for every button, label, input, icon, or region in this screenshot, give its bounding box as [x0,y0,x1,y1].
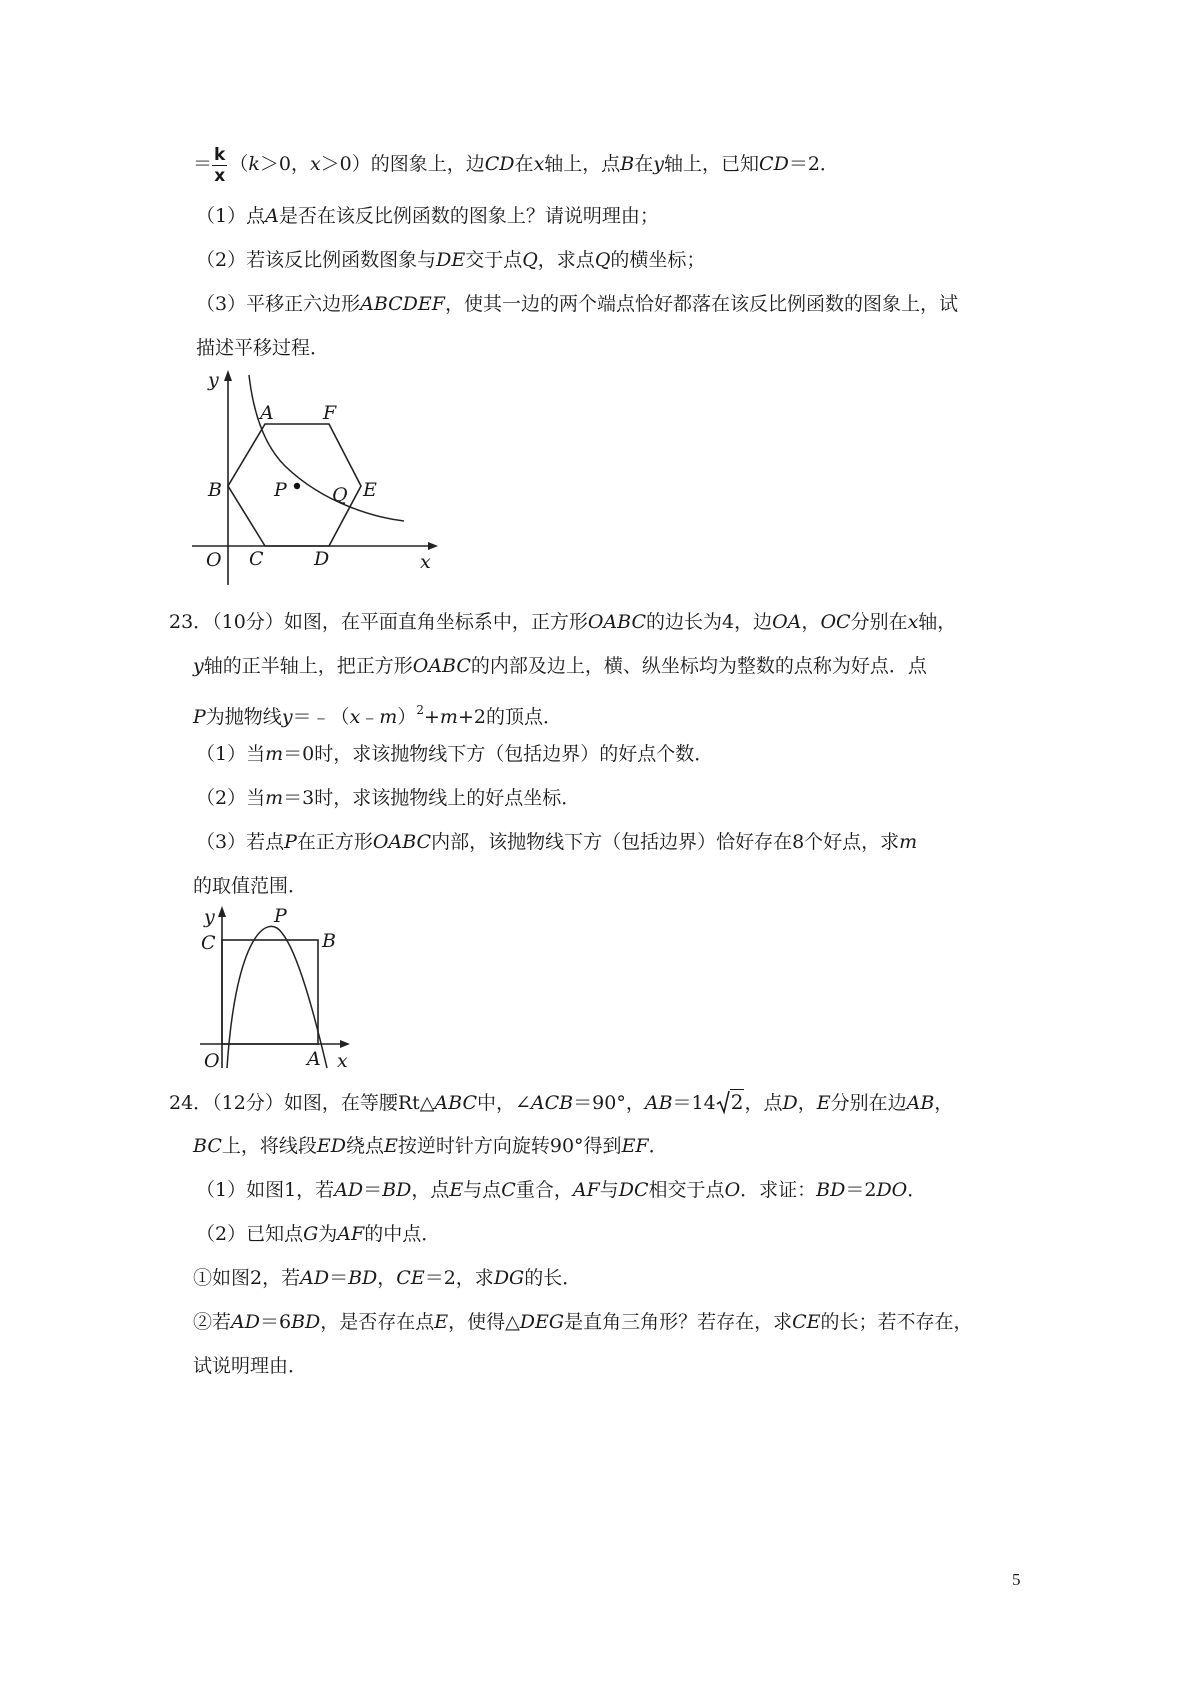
var: m [379,706,398,728]
text: ＝ [329,1267,349,1289]
var: BD [291,1311,321,1333]
text: 轴上，点 [544,153,621,175]
text: ， [797,1092,817,1114]
text: ，点 [411,1179,450,1201]
page-number: 5 [1012,1570,1021,1589]
text: ①如图2，若 [193,1267,301,1289]
label-o: O [204,1050,220,1072]
text: + [423,706,440,728]
var: B [620,153,635,175]
q23-part-3-cont [193,872,307,900]
label-b: B [322,930,336,952]
var: E [384,1135,398,1157]
var: AD [334,1179,364,1201]
text: （1）如图1，若 [196,1179,335,1201]
text: 的取值范围． [193,875,308,897]
var: x [907,611,919,633]
x-axis-arrow-icon [340,1040,350,1048]
text: ＝0时，求该抛物线下方（包括边界）的好点个数． [283,743,714,765]
var: C [501,1179,516,1201]
text: 在 [514,153,534,175]
text: 试说明理由． [193,1355,308,1377]
label-c: C [201,932,216,954]
text: 的中点． [364,1223,441,1245]
text: 的横坐标； [610,249,706,271]
label-y: y [204,906,215,928]
text: 轴上，已知 [664,153,760,175]
text: （2）已知点 [196,1223,304,1245]
var: m [265,743,284,765]
label-c: C [249,548,264,570]
radicand: 2 [730,1090,744,1114]
text: 与点 [463,1179,502,1201]
q24-part-1 [196,1176,926,1204]
var: OABC [412,655,471,677]
text: ＝ [363,1179,383,1201]
q24-subpart-1 [193,1264,581,1292]
q23-part-2 [196,784,580,812]
text: ． [907,1179,927,1201]
text: ，求点 [537,249,595,271]
text: 在正方形 [296,831,373,853]
var: BD [348,1267,378,1289]
q23-line-3 [193,696,562,731]
text: ，使得△ [448,1311,520,1333]
text: （3）平移正六边形 [196,293,361,315]
text: ，使其一边的两个端点恰好都落在该反比例函数的图象上，试 [444,293,958,315]
text: ＝ [193,153,213,175]
label-b: B [208,479,222,501]
var: x [533,153,545,175]
text: 按逆时针方向旋转90°得到 [397,1135,622,1157]
var: ABCDEF [360,293,445,315]
var: ED [316,1135,346,1157]
text: ， [801,611,821,633]
var: E [816,1092,831,1114]
var: E [449,1179,464,1201]
var: DG [493,1267,525,1289]
q23-part-3 [196,828,917,856]
q22-line-0 [193,140,839,188]
text: ， [377,1267,397,1289]
text: 为 [318,1223,338,1245]
var: OA [772,611,802,633]
frac-den: x [214,165,226,186]
label-q: Q [332,484,348,506]
var: DC [618,1179,649,1201]
label-x: x [420,551,431,573]
text: 24．（12分）如图，在等腰Rt△ [169,1092,435,1114]
var: m [899,831,918,853]
var: A [265,205,279,227]
text: 的长． [524,1267,582,1289]
text: 描述平移过程． [196,337,330,359]
var: BC [193,1135,222,1157]
text: ． [648,1135,668,1157]
var: DO [876,1179,908,1201]
text: 分别在边 [830,1092,907,1114]
exponent: 2 [416,703,424,717]
label-e: E [363,479,377,501]
text: 为抛物线 [205,706,282,728]
text: 的边长为4，边 [646,611,773,633]
var: P [284,831,297,853]
var: CD [759,153,789,175]
var: CD [484,153,515,175]
sqrt-symbol [716,1088,745,1117]
var: AF [572,1179,600,1201]
q24-part-2 [196,1220,440,1248]
var: BD [816,1179,846,1201]
q22-figure [190,365,450,595]
var: AB [644,1092,673,1114]
text: 中，∠ [477,1092,531,1114]
text: ＝90°， [573,1092,645,1114]
var: P [193,706,206,728]
var: CE [792,1311,821,1333]
label-d: D [314,548,330,570]
var: O [724,1179,741,1201]
q22-part-3 [196,290,958,318]
label-x: x [337,1050,348,1072]
parabola-curve [227,926,327,1068]
label-p: P [274,905,287,927]
label-y: y [208,369,219,391]
var: D [782,1092,798,1114]
point-p [294,483,300,489]
var: AF [337,1223,365,1245]
text: （ [229,153,249,175]
var: y [653,153,665,175]
var: AD [231,1311,260,1333]
text: ，是否存在点 [320,1311,435,1333]
text: ＝14 [672,1092,716,1114]
text: （3）若点 [196,831,285,853]
q23-figure [190,903,370,1078]
text: 轴， [918,611,957,633]
var: OC [820,611,851,633]
text: 相交于点 [648,1179,725,1201]
text: ＞0， [259,153,310,175]
var: AB [906,1092,935,1114]
y-axis-arrow-icon [224,370,232,381]
var: m [439,706,458,728]
hyperbola-curve [249,375,404,521]
text: ＝2 [845,1179,877,1201]
q24-line-1 [169,1088,953,1117]
text: ．求证： [740,1179,817,1201]
text: ＝﹣（ [292,706,350,728]
text: ＝2，求 [424,1267,494,1289]
text: ＝6 [259,1311,292,1333]
label-o: O [206,549,222,571]
text: 的长；若不存在， [820,1311,973,1333]
label-a: A [260,402,274,424]
text: ） [397,706,417,728]
text: ，点 [744,1092,783,1114]
text: （2）当 [196,787,266,809]
var: DE [436,249,466,271]
var: E [434,1311,449,1333]
text: （2）若该反比例函数图象与 [196,249,437,271]
q24-line-2 [193,1132,668,1160]
q24-subpart-2 [193,1308,973,1336]
var: ABC [434,1092,477,1114]
text: 23．（10分）如图，在平面直角坐标系中，正方形 [169,611,588,633]
radical-sign-icon [716,1089,730,1115]
label-f: F [323,402,337,424]
text: ②若 [193,1311,232,1333]
text: 的内部及边上，横、纵坐标均为整数的点称为好点．点 [470,655,927,677]
var: BD [382,1179,412,1201]
q23-line-2 [193,652,927,680]
var: y [193,655,204,677]
label-p: P [274,479,287,501]
var: CE [396,1267,425,1289]
q23-part-1 [196,740,713,768]
fraction-k-over-x [212,145,227,186]
text: ＞0）的图象上，边 [320,153,485,175]
text: 轴的正半轴上，把正方形 [203,655,413,677]
q23-line-1 [169,608,956,636]
var: Q [594,249,611,271]
text: 上，将线段 [221,1135,317,1157]
text: ＝3时，求该抛物线上的好点坐标． [283,787,581,809]
text: 内部，该抛物线下方（包括边界）恰好存在8个好点，求 [431,831,900,853]
text: ， [934,1092,954,1114]
x-axis-arrow-icon [428,542,438,550]
var: DEG [519,1311,565,1333]
text: 绕点 [345,1135,384,1157]
q22-part-2 [196,246,705,274]
y-axis-arrow-icon [218,906,226,917]
text: （1）当 [196,743,266,765]
var: y [281,706,293,728]
frac-num: k [214,144,226,165]
text: 是直角三角形？若存在，求 [564,1311,793,1333]
q22-part-3-cont [196,334,329,362]
text: ﹣ [360,706,380,728]
var: m [265,787,284,809]
text: 与 [599,1179,619,1201]
var: OABC [587,611,647,633]
var: x [349,706,361,728]
var: k [248,153,260,175]
label-a: A [307,1048,321,1070]
text: 是否在该反比例函数的图象上？请说明理由； [278,205,659,227]
text: 重合， [515,1179,573,1201]
text: ＝2． [788,153,839,175]
var: ACB [530,1092,574,1114]
var: Q [522,249,538,271]
var: G [303,1223,319,1245]
text: 分别在 [850,611,908,633]
var: AD [300,1267,330,1289]
q22-part-1 [196,202,659,230]
text: （1）点 [196,205,266,227]
text: 交于点 [465,249,523,271]
var: EF [621,1135,649,1157]
q24-subpart-2-cont [193,1352,307,1380]
text: +2的顶点． [457,706,562,728]
text: 在 [634,153,654,175]
var: OABC [372,831,432,853]
var: x [309,153,321,175]
